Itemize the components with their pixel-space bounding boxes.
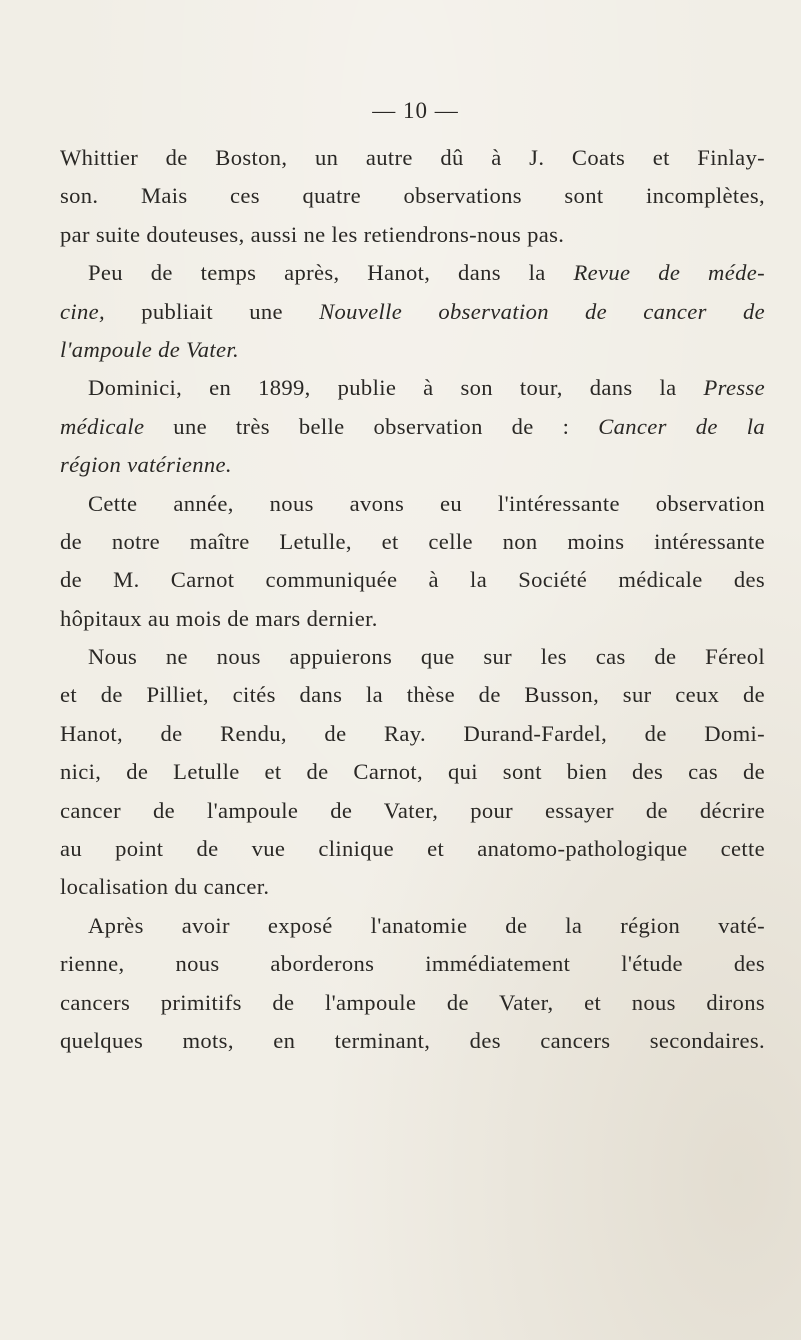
text-line	[60, 600, 765, 638]
text-run: son. Mais ces quatre observations sont incomplètes,	[60, 183, 765, 209]
text-run: Après avoir exposé l'anatomie de la région vaté-	[88, 912, 765, 938]
text-run: Cette année, nous avons eu l'intéressante observation	[88, 490, 765, 516]
page-number: — 10 —	[372, 98, 459, 123]
text-run: de M. Carnot communiquée à la Société médicale des	[60, 567, 765, 593]
text-line	[60, 676, 765, 714]
italic-text: l'ampoule de Vater.	[60, 336, 240, 362]
text-line	[60, 254, 765, 292]
text-line	[60, 830, 765, 868]
text-line	[60, 561, 765, 599]
text-line	[60, 1022, 765, 1060]
italic-text: Revue de méde-	[573, 260, 765, 286]
text-run: cancers primitifs de l'ampoule de Vater, et nous dirons	[60, 989, 765, 1015]
text-line	[60, 715, 765, 753]
text-line	[60, 485, 765, 523]
italic-text: cine,	[60, 298, 106, 324]
text-run: quelques mots, en terminant, des cancers secondaires.	[60, 1027, 765, 1053]
text-run: et de Pilliet, cités dans la thèse de Busson, sur ceux de	[60, 682, 765, 708]
text-run: localisation du cancer.	[60, 874, 270, 900]
text-line	[60, 984, 765, 1022]
text-run: hôpitaux au mois de mars dernier.	[60, 605, 378, 631]
text-run: une très belle observation de :	[144, 413, 599, 439]
text-line	[60, 945, 765, 983]
text-line	[60, 523, 765, 561]
text-run: cancer de l'ampoule de Vater, pour essayer de décrire	[60, 797, 765, 823]
italic-text: Presse	[703, 375, 765, 401]
text-line	[60, 753, 765, 791]
italic-text: région vatérienne.	[60, 452, 232, 478]
text-run: de notre maître Letulle, et celle non moins intéressante	[60, 528, 765, 554]
text-run: Dominici, en 1899, publie à son tour, dans la	[88, 375, 704, 401]
text-run: par suite douteuses, aussi ne les retiendrons-nous pas.	[60, 221, 565, 247]
text-run: rienne, nous aborderons immédiatement l'étude des	[60, 951, 765, 977]
text-run: Hanot, de Rendu, de Ray. Durand-Fardel, de Domi-	[60, 720, 765, 746]
italic-text: Cancer de la	[598, 413, 765, 439]
text-line	[60, 331, 765, 369]
body-text	[60, 139, 765, 1060]
text-line	[60, 907, 765, 945]
text-run: Nous ne nous appuierons que sur les cas de Féreol	[88, 644, 765, 670]
text-line	[60, 868, 765, 906]
text-run: publiait une	[105, 298, 320, 324]
text-line	[60, 139, 765, 177]
text-line	[60, 446, 765, 484]
text-line	[60, 408, 765, 446]
text-line	[60, 792, 765, 830]
text-line	[60, 293, 765, 331]
text-line	[60, 216, 765, 254]
text-line	[60, 638, 765, 676]
text-line	[60, 177, 765, 215]
text-line	[60, 369, 765, 407]
text-run: au point de vue clinique et anatomo-pathologique cette	[60, 836, 765, 862]
text-run: Peu de temps après, Hanot, dans la	[88, 260, 574, 286]
italic-text: Nouvelle observation de cancer de	[319, 298, 766, 324]
text-run: Whittier de Boston, un autre dû à J. Coats et Finlay-	[60, 145, 765, 170]
text-run: nici, de Letulle et de Carnot, qui sont bien des cas de	[60, 759, 765, 785]
italic-text: médicale	[60, 413, 145, 439]
